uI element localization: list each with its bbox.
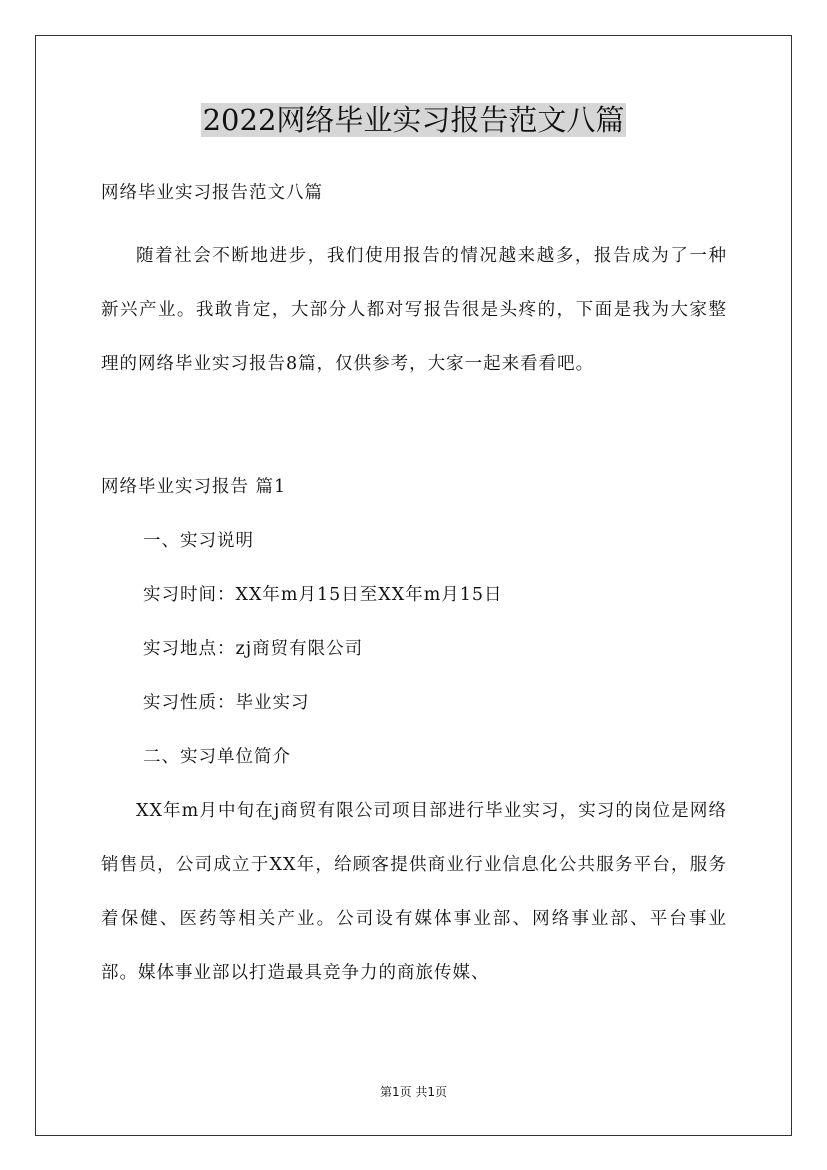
page-footer: 第1页 共1页 <box>379 1085 448 1099</box>
document-title: 2022网络毕业实习报告范文八篇 <box>202 103 625 137</box>
document-body <box>101 175 727 1000</box>
company-paragraph: XX年m月中旬在j商贸有限公司项目部进行毕业实习，实习的岗位是网络销售员，公司成立于XX年，给顾客提供商业行业信息化公共服务平台，服务着保健、医药等相关产业。公司设有媒体事业部、网络事业部、平台事业部。媒体事业部以打造最具竞争力的商旅传媒、 <box>101 801 727 983</box>
document-subtitle: 网络毕业实习报告范文八篇 <box>101 183 323 203</box>
internship-time: 实习时间：XX年m月15日至XX年m月15日 <box>143 585 503 605</box>
internship-nature: 实习性质：毕业实习 <box>143 693 310 713</box>
section-heading: 网络毕业实习报告 篇1 <box>101 477 287 497</box>
internship-place: 实习地点：zj商贸有限公司 <box>143 639 364 659</box>
intro-paragraph: 随着社会不断地进步，我们使用报告的情况越来越多，报告成为了一种新兴产业。我敢肯定，大部分人都对写报告很是头疼的，下面是我为大家整理的网络毕业实习报告8篇，仅供参考，大家一起来看看吧。 <box>101 246 727 374</box>
heading-company-intro: 二、实习单位简介 <box>143 747 291 767</box>
heading-internship-description: 一、实习说明 <box>143 531 254 551</box>
